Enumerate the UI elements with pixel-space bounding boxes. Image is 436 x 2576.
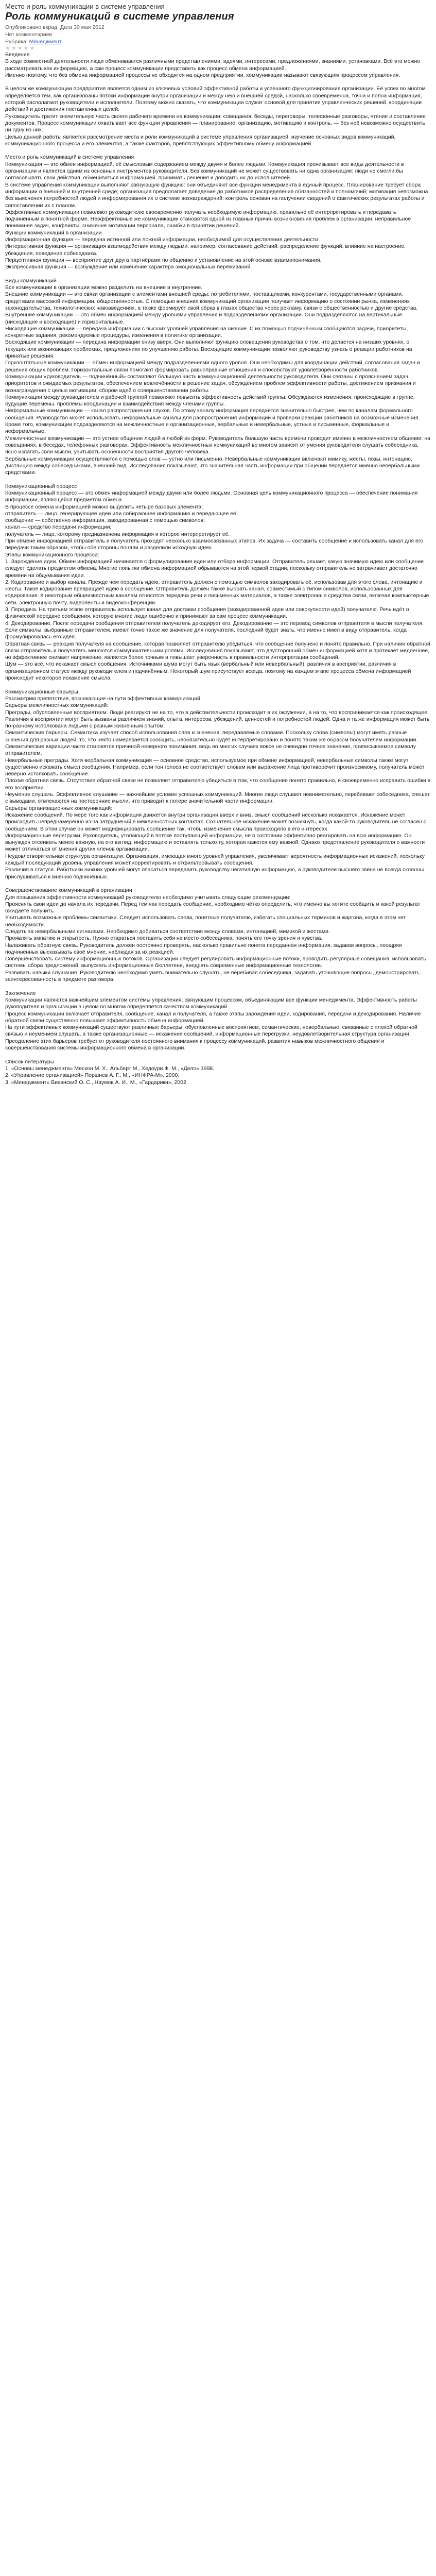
article-paragraph: Место и роль коммуникаций в системе управления [5, 154, 134, 161]
article-paragraph: сообщение — собственно информация, закодированная с помощью символов; [5, 517, 205, 524]
article-paragraph [5, 682, 431, 688]
article-paragraph: Именно поэтому, что без обмена информацией процессы не обходятся на одном предприятии, коммуникации называют связующим процессом управления. [5, 72, 400, 78]
article-paragraph: Восходящие коммуникации — передача информации снизу вверх. Они выполняют функцию оповещения руководства о том, что делается на низших уровнях, о текущих или возникающих проблемах, предложениях по улучшению работы. Восходящие коммуникации позволяют руководству узнать о реакции работников на принятые решения. [5, 339, 412, 360]
article-paragraph: Барьеры межличностных коммуникаций: [5, 702, 109, 709]
article-paragraph: Информационная функция — передача истинной или ложной информации, необходимой для осуществления деятельности. [5, 236, 320, 243]
article-paragraph: Кроме того, коммуникации подразделяются на межличностные и организационные, вербальные и невербальные, устные и письменные, формальные и неформальные. [5, 421, 390, 435]
article-paragraph: Нисходящие коммуникации — передача информации с высших уровней управления на низшие. С их помощью подчинённым сообщаются задачи, приоритеты, конкретные задания, рекомендуемые процедуры, изменения в политике организации. [5, 325, 408, 339]
article-paragraph: Руководитель тратит значительную часть своего рабочего времени на коммуникации: совещания, беседы, переговоры, телефонные разговоры, чтение и составление документов. Процесс коммуникации охватывает все функции управления — планирование, организацию, мотивацию и контроль, — без неё невозможно осуществить ни одну из них. [5, 113, 426, 133]
article-paragraph: Налаживать обратную связь. Руководитель должен постоянно проверять, насколько правильно понята переданная информация, задавая вопросы, поощряя подчинённых высказывать своё мнение, наблюдая за их реакцией. [5, 942, 402, 955]
article-paragraph [5, 880, 431, 887]
article-paragraph: Совершенствовать систему информационных потоков. Организации следует регулировать информационные потоки, проводить регулярные совещания, использовать системы сбора предложений, выпускать информационные бюллетени, внедрять современные информационные технологии. [5, 956, 426, 969]
article-paragraph: Обратная связь — реакция получателя на сообщение, которая позволяет отправителю убедиться, что сообщение получено и понято правильно. При наличии обратной связи отправитель и получатель меняются коммуникативными ролями. Исследования показывают, что двусторонний обмен информацией хотя и протекает медленнее, но эффективнее снимает напряжение, является более точным и повышает уверенность в правильности интерпретации сообщений. [5, 640, 430, 661]
article-paragraph: Список литературы [5, 1058, 55, 1065]
article-paragraph: Все коммуникации в организации можно разделить на внешние и внутренние. [5, 284, 203, 291]
article-paragraph: 1. «Основы менеджмента» Мескон М. Х., Альберт М., Хедоури Ф. М., «Дело» 1998. [5, 1065, 215, 1072]
article-paragraph: Прояснять свои идеи до начала их передачи. Перед тем как передать сообщение, необходимо чётко определить, что именно вы хотите сообщить и какой результат ожидаете получить. [5, 901, 421, 914]
article-paragraph: При обмене информацией отправитель и получатель проходят несколько взаимосвязанных этапов. Их задача — составить сообщение и использовать канал для его передачи таким образом, чтобы обе стороны поняли и разделили исходную идею. [5, 538, 424, 551]
article-paragraph: Коммуникационные барьеры [5, 688, 78, 695]
article-paragraph: Вербальные коммуникации осуществляются с помощью слов — устно или письменно. Невербальные коммуникации включают мимику, жесты, позы, интонацию, дистанцию между собеседниками, внешний вид. Исследования показывают, что значительная часть информации при общении передаётся именно невербальными средствами. [5, 455, 420, 476]
article-paragraph: отправитель — лицо, генерирующее идеи или собирающее информацию и передающее её; [5, 510, 238, 517]
page-title: Роль коммуникаций в системе управления [5, 11, 234, 22]
rubric-line [5, 38, 431, 45]
article-paragraph: Виды коммуникаций [5, 277, 57, 284]
star-icon[interactable]: ★ [17, 45, 23, 52]
breadcrumb: Место и роль коммуникации в системе управления [5, 3, 165, 10]
article-paragraph: Внутренние коммуникации — это обмен информацией между уровнями управления и подразделениями организации. Они подразделяются на вертикальные (нисходящие и восходящие) и горизонтальные. [5, 312, 403, 325]
star-icon[interactable]: ★ [23, 45, 29, 52]
article-paragraph: Шум — это всё, что искажает смысл сообщения. Источниками шума могут быть язык (вербальный или невербальный), различия в восприятии, различия в организационном статусе между руководителем и подчинённым. Некоторый шум присутствует всегда, поэтому на каждом этапе процесса обмена информацией происходит некоторое искажение смысла. [5, 661, 411, 682]
article-paragraph: Проявлять эмпатию и открытость. Нужно стараться поставить себя на место собеседника, понять его точку зрения и чувства. [5, 935, 323, 942]
article-paragraph: В целом же коммуникации предприятия является одним из ключевых условий эффективной работы и успешного функционирования организации. Её успех во многом определяется тем, как организованы потоки информации внутри организации и между нею и внешней средой, насколько своевременна, точна и полна информация, которой располагают руководители и исполнители. Поэтому можно сказать, что коммуникации служат основой для принятия управленческих решений, координации действий и достижения поставленных целей. [5, 86, 426, 113]
article-paragraph: канал — средство передачи информации; [5, 524, 112, 531]
star-icon[interactable]: ★ [29, 45, 35, 52]
article-paragraph: Коммуникационный процесс — это обмен информацией между двумя или более людьми. Основная цель коммуникационного процесса — обеспечение понимания информации, являющейся предметом обмена. [5, 490, 418, 503]
article-paragraph [5, 983, 431, 990]
article-body [5, 52, 431, 1086]
article-paragraph: Коммуникации являются важнейшим элементом системы управления, связующим процессом, объединяющим все функции менеджмента. Эффективность работы руководителя и организации в целом во многом определяется качеством коммуникаций. [5, 996, 417, 1010]
article-paragraph: Рассмотрим препятствия, возникающие на пути эффективных коммуникаций. [5, 695, 202, 702]
article-paragraph [5, 147, 431, 154]
article-paragraph: В процессе обмена информацией можно выделить четыре базовых элемента: [5, 503, 203, 510]
article-paragraph: 2. «Управление организацией» Поршнев А. Г., М., «ИНФРА-М», 2000. [5, 1072, 180, 1079]
star-icon[interactable]: ★ [5, 45, 10, 52]
article-paragraph: 1. Зарождение идеи. Обмен информацией начинается с формулирования идеи или отбора информации. Отправитель решает, какую значимую идею или сообщение следует сделать предметом обмена. Многие попытки обмена информацией обрываются на этой первой стадии, поскольку отправитель не затрачивает достаточно времени на обдумывание идеи. [5, 558, 424, 579]
article-paragraph: Внешние коммуникации — это связи организации с элементами внешней среды: потребителями, поставщиками, конкурентами, государственными органами, средствами массовой информации, общественностью. С помощью внешних коммуникаций организация получает информацию о состоянии рынка, изменениях законодательства, технологических нововведениях, а также формирует свой образ в глазах общества через рекламу, связи с общественностью и другие средства. [5, 291, 418, 311]
publish-date: Опубликовано вкрад. Дата 30 мая 2012 [5, 24, 104, 30]
article-paragraph: 3. «Менеджмент» Виханский О. С., Наумов А. И., М., «Гардарики», 2002. [5, 1079, 188, 1086]
article-paragraph: Коммуникационный процесс [5, 483, 77, 489]
article-paragraph: Совершенствование коммуникаций в организации [5, 887, 132, 894]
article-paragraph: Коммуникация — это обмен информацией, её смысловым содержанием между двумя и более людьми. Коммуникация пронизывает все виды деятельности в организации и является одним из основных инструментов руководителя. Без коммуникаций не может существовать ни одна организация: люди не смогли бы согласовывать свои действия, обмениваться информацией, принимать решения и доводить их до исполнителей. [5, 161, 404, 181]
document-page [0, 0, 436, 1086]
article-paragraph: Эффективные коммуникации позволяют руководителю своевременно получать необходимую информацию, правильно её интерпретировать и передавать подчинённым в понятной форме. Неэффективные же коммуникации становятся одной из главных причин возникновения проблем в организации: неправильное понимание задач, конфликты, снижение мотивации персонала, ошибки в принятии решений. [5, 209, 411, 229]
article-paragraph: Этапы коммуникационного процесса: [5, 551, 99, 558]
article-paragraph: Процесс коммуникации включает отправителя, сообщение, канал и получателя, а также этапы зарождения идеи, кодирования, передачи и декодирования. Наличие обратной связи существенно повышает эффективность обмена информацией. [5, 1010, 421, 1024]
article-paragraph: 3. Передача. На третьем этапе отправитель использует канал для доставки сообщения (закодированной идеи или совокупности идей) получателю. Речь идёт о физической передаче сообщения, которую многие люди ошибочно и принимают за сам процесс коммуникации. [5, 606, 409, 620]
article-paragraph: На пути эффективных коммуникаций существуют различные барьеры: обусловленные восприятием, семантические, невербальные, связанные с плохой обратной связью и неумением слушать, а также организационные — искажение сообщений, информационные перегрузки, неудовлетворительная структура организации. [5, 1024, 417, 1038]
article-paragraph: Коммуникации между руководителем и рабочей группой позволяют повысить эффективность действий группы. Обсуждаются изменения, происходящие в группе, будущие перемены, проблемы координации и взаимодействия между членами группы. [5, 394, 415, 408]
article-paragraph: Искажение сообщений. По мере того как информация движется внутри организации вверх и вниз, смысл сообщений несколько искажается. Искажение может происходить непреднамеренно из-за затруднений в межличностных контактах. Сознательное искажение может возникнуть, когда какой-то руководитель не согласен с сообщением. В этом случае он может модифицировать сообщение так, чтобы изменение смысла происходило в его интересах. [5, 811, 427, 832]
article-paragraph [5, 476, 431, 483]
star-icon[interactable]: ★ [11, 45, 16, 52]
article-paragraph: Плохая обратная связь. Отсутствие обратной связи не позволяет отправителю убедиться в том, что сообщение понято правильно, и своевременно исправить ошибки в его восприятии. [5, 777, 431, 791]
article-paragraph: Целью данной работы является рассмотрение места и роли коммуникаций в системе управления организацией, изучение основных видов коммуникаций, коммуникационного процесса и его элементов, а также факторов, препятствующих эффективному обмену информацией. [5, 133, 396, 147]
article-paragraph: 4. Декодирование. После передачи сообщения отправителем получатель декодирует его. Декодирование — это перевод символов отправителя в мысли получателя. Если символы, выбранные отправителем, имеют точно такое же значение для получателя, последний будет знать, что именно имел в виду отправитель, когда формулировалась его идея. [5, 620, 424, 640]
article-paragraph: Преодоление этих барьеров требует от руководителя постоянного внимания к процессу коммуникаций, развития навыков межличностного общения и совершенствования системы информационного обмена в организации. [5, 1038, 385, 1052]
rating-stars[interactable] [5, 45, 431, 52]
rubric-link[interactable]: Менеджмент [29, 39, 62, 45]
article-paragraph: Развивать навыки слушания. Руководителю необходимо уметь внимательно слушать, не перебивая собеседника, задавать уточняющие вопросы, демонстрировать заинтересованность в предмете разговора. [5, 969, 420, 983]
article-paragraph: Коммуникации «руководитель — подчинённый» составляют большую часть коммуникационной деятельности руководителя. Они связаны с прояснением задач, приоритетов и ожидаемых результатов, обеспечением вовлечённости в решение задач, обсуждением проблем эффективности работы, достижением признания и вознаграждения с целью мотивации, сбором идей о совершенствовании работы. [5, 373, 416, 394]
article-paragraph: В системе управления коммуникации выполняют связующую функцию: они объединяют все функции менеджмента в единый процесс. Планирование требует сбора информации о внешней и внутренней среде; организация предполагает доведение до работников распределения обязанностей и полномочий; мотивация невозможна без выяснения потребностей людей и информирования их о системе вознаграждений; контроль основан на получении сведений о фактических результатах работы и сопоставлении их с планом. [5, 181, 428, 209]
article-paragraph [5, 271, 431, 278]
article-paragraph: Различия в статусе. Работники нижних уровней могут опасаться передавать руководству негативную информацию, а руководители высшего звена не всегда склонны прислушиваться к мнению подчинённых. [5, 867, 424, 880]
article-paragraph: Неумение слушать. Эффективное слушание — важнейшее условие успешных коммуникаций. Многие люди слушают невнимательно, перебивают собеседника, спешат с выводами, отвлекаются на посторонние мысли, что приводит к потере значительной части информации. [5, 791, 430, 805]
article-paragraph [5, 79, 431, 86]
article-paragraph: Перцептивная функция — восприятие друг друга партнёрами по общению и установление на этой основе взаимопонимания. [5, 257, 322, 263]
article-paragraph: получатель — лицо, которому предназначена информация и которое интерпретирует её. [5, 531, 230, 537]
article-paragraph: Для повышения эффективности коммуникаций руководителю необходимо учитывать следующие рекомендации: [5, 894, 291, 901]
article-paragraph: Неформальные коммуникации — канал распространения слухов. По этому каналу информация передаётся значительно быстрее, чем по каналам формального сообщения. Руководство может использовать неформальные каналы для распространения информации и проверки реакции работников на возможные изменения. [5, 408, 420, 421]
article-paragraph: Межличностные коммуникации — это устное общение людей в любой из форм. Руководитель большую часть времени проводит именно в межличностном общении: на совещаниях, в беседах, телефонных разговорах. Эффективность межличностных коммуникаций во многом зависит от умения руководителя слушать собеседника, ясно излагать свои мысли, учитывать особенности восприятия другого человека. [5, 435, 430, 455]
article-paragraph [5, 1052, 431, 1058]
article-paragraph: Интерактивная функция — организация взаимодействия между людьми, например, согласование действий, распределение функций, влияние на настроение, убеждения, поведение собеседника. [5, 243, 406, 257]
article-paragraph: Следить за невербальными сигналами. Необходимо добиваться соответствия между словами, интонацией, мимикой и жестами. [5, 928, 330, 935]
article-paragraph: Введение [5, 52, 30, 58]
article-paragraph: Горизонтальные коммуникации — обмен информацией между подразделениями одного уровня. Они необходимы для координации действий, согласования задач и решения общих проблем. Горизонтальные связи помогают формировать равноправные отношения и способствуют удовлетворённости работников. [5, 360, 420, 373]
article-paragraph: В ходе совместной деятельности люди обмениваются различными представлениями, идеями, интересами, предложениями, знаниями, установками. Всё это можно рассматривать как информацию, а сам процесс коммуникации представить как процесс обмена информацией. [5, 58, 421, 72]
article-paragraph: Экспрессивная функция — возбуждение или изменение характера эмоциональных переживаний. [5, 264, 252, 270]
article-paragraph: Преграды, обусловленные восприятием. Люди реагируют не на то, что в действительности происходит в их окружении, а на то, что воспринимается как происходящее. Различия в восприятии могут быть вызваны различием знаний, опыта, интересов, убеждений, ценностей и потребностей людей. Одна и та же информация может быть по-разному истолкована людьми с разным жизненным опытом. [5, 709, 430, 730]
article-paragraph: Барьеры организационных коммуникаций: [5, 805, 112, 811]
article-paragraph: Невербальные преграды. Хотя вербальная коммуникация — основное средство, используемое при обмене информацией, невербальные символы также могут существенно искажать смысл сообщения. Например, если тон голоса не соответствует словам или выражение лица противоречит произносимому, получатель может неверно истолковать сообщение. [5, 757, 425, 777]
article-paragraph: Функции коммуникаций в организации [5, 229, 102, 236]
rubric-label: Рубрика: [5, 39, 28, 45]
article-paragraph: Семантические барьеры. Семантика изучает способ использования слов и значения, передаваемые словами. Поскольку слова (символы) могут иметь разные значения для разных людей, то, что некто намеревается сообщить, необязательно будет интерпретировано и понято таким же образом получателем информации. Семантические вариации часто становятся причиной неверного понимания, ведь во многих случаях вовсе не очевидно точное значение, приписываемое символу отправителем. [5, 730, 418, 757]
article-paragraph: Неудовлетворительная структура организации. Организация, имеющая много уровней управления, увеличивает вероятность информационных искажений, поскольку каждый последующий уровень управления может корректировать и отфильтровывать сообщения. [5, 853, 425, 867]
article-paragraph: Информационные перегрузки. Руководитель, утопающий в потоке поступающей информации, не в состоянии эффективно реагировать на всю информацию. Он вынужден отсеивать менее важную, на его взгляд, информацию и оставлять только ту, которая кажется ему важной. Однако представление руководителя о важности может отличаться от мнения других членов организации. [5, 832, 425, 853]
article-paragraph: Заключение [5, 990, 36, 996]
comments-count[interactable]: Нет комментариев [5, 31, 53, 38]
article-paragraph: Учитывать возможные проблемы семантики. Следует использовать слова, понятные получателю, избегать специальных терминов и жаргона, когда в этом нет необходимости. [5, 914, 406, 928]
article-paragraph: 2. Кодирование и выбор канала. Прежде чем передать идею, отправитель должен с помощью символов закодировать её, использовав для этого слова, интонацию и жесты. Такое кодирование превращает идею в сообщение. Отправитель должен также выбрать канал, совместимый с типом символов, использованных для кодирования. К некоторым общеизвестным каналам относятся передача речи и письменных материалов, а также электронные средства связи, включая компьютерные сети, электронную почту, видеоленты и видеоконференции. [5, 579, 429, 606]
